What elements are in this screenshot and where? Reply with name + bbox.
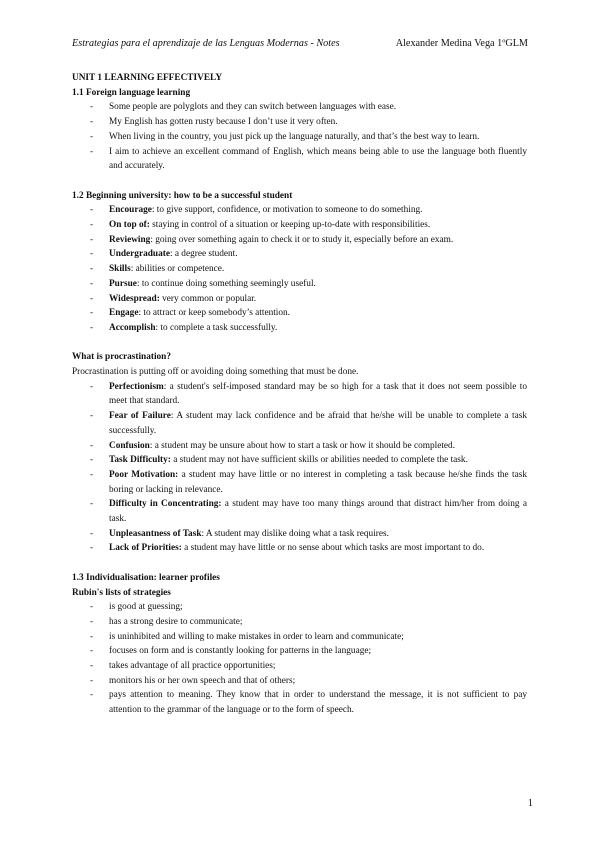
cause-item: - Fear of Failure: A student may lack confidence and be afraid that he/she will be unable to complete a task successfully. <box>90 411 527 436</box>
strategy-item: - monitors his or her own speech and that of others; <box>90 675 296 686</box>
vocabulary-item: - Encourage: to give support, confidence, or motivation to someone to do something. <box>90 205 423 216</box>
strategy-item: - is good at guessing; <box>90 602 183 613</box>
header-course-title: Estrategias para el aprendizaje de las Lenguas Modernas - Notes <box>72 38 340 49</box>
vocabulary-item: - Engage: to attract or keep somebody’s attention. <box>90 308 291 319</box>
cause-item: - Perfectionism: a student's self-imposed standard may be so high for a task that it does not seem possible to meet that standard. <box>90 381 527 407</box>
section-1-3-title: 1.3 Individualisation: learner profiles <box>72 572 220 583</box>
strategy-item: - pays attention to meaning. They know that in order to understand the message, it is not sufficient to pay attention to the grammar of the language or to the form of speech. <box>90 690 527 716</box>
cause-item: - Lack of Priorities: a student may have little or no sense about which tasks are most important to do. <box>90 543 485 554</box>
vocabulary-item: - Undergraduate: a degree student. <box>90 249 238 260</box>
strategy-item: - is uninhibited and willing to make mistakes in order to learn and communicate; <box>90 631 404 642</box>
strategy-item: - takes advantage of all practice opportunities; <box>90 661 276 672</box>
section-1-2-title: 1.2 Beginning university: how to be a successful student <box>72 190 293 201</box>
unit-title: UNIT 1 LEARNING EFFECTIVELY <box>72 73 223 83</box>
vocabulary-item: - Reviewing: going over something again to check it or to study it, especially before an exam. <box>90 234 454 245</box>
section-1-1-title: 1.1 Foreign language learning <box>72 87 191 98</box>
vocabulary-item: - Widespread: very common or popular. <box>90 293 257 304</box>
cause-item: - Unpleasantness of Task: A student may dislike doing what a task requires. <box>90 528 389 539</box>
vocabulary-item: - Skills: abilities or competence. <box>90 264 225 275</box>
cause-item: - Task Difficulty: a student may not have sufficient skills or abilities needed to complete the task. <box>90 455 468 466</box>
section-1-3-subtitle: Rubin's lists of strategies <box>72 587 171 598</box>
cause-item: - Difficulty in Concentrating: a student may have too many things around that distract him/her from doing a task. <box>90 499 527 525</box>
header-author: Alexander Medina Vega 1ºGLM <box>395 38 528 49</box>
list-item: - Some people are polyglots and they can switch between languages with ease. <box>90 102 397 113</box>
procrastination-intro: Procrastination is putting off or avoiding doing something that must be done. <box>72 367 359 378</box>
page-content <box>72 71 527 718</box>
strategy-item: - has a strong desire to communicate; <box>90 616 243 627</box>
vocabulary-list <box>72 203 527 335</box>
vocabulary-item: - Accomplish: to complete a task successfully. <box>90 322 278 333</box>
strategy-item: - focuses on form and is constantly looking for patterns in the language; <box>90 646 372 657</box>
vocabulary-item: - Pursue: to continue doing something seemingly useful. <box>90 278 316 289</box>
list-item: - My English has gotten rusty because I don’t use it very often. <box>90 117 338 128</box>
section-1-1-list <box>72 100 527 174</box>
list-item: - I aim to achieve an excellent command of English, which means being able to use the language both fluently and accurately. <box>90 146 527 172</box>
list-item: - When living in the country, you just pick up the language naturally, and that’s the best way to learn. <box>90 131 480 142</box>
cause-item: - Confusion: a student may be unsure about how to start a task or how it should be completed. <box>90 440 456 451</box>
procrastination-title: What is procrastination? <box>72 352 172 363</box>
page-number: 1 <box>527 798 533 809</box>
cause-item: - Poor Motivation: a student may have little or no interest in completing a task because he/she finds the task boring or lacking in relevance. <box>90 469 527 495</box>
page-header <box>72 38 528 50</box>
vocabulary-item: - On top of: staying in control of a situation or keeping up-to-date with responsibilities. <box>90 220 431 231</box>
procrastination-causes-list <box>72 380 527 556</box>
strategies-list <box>72 600 527 718</box>
